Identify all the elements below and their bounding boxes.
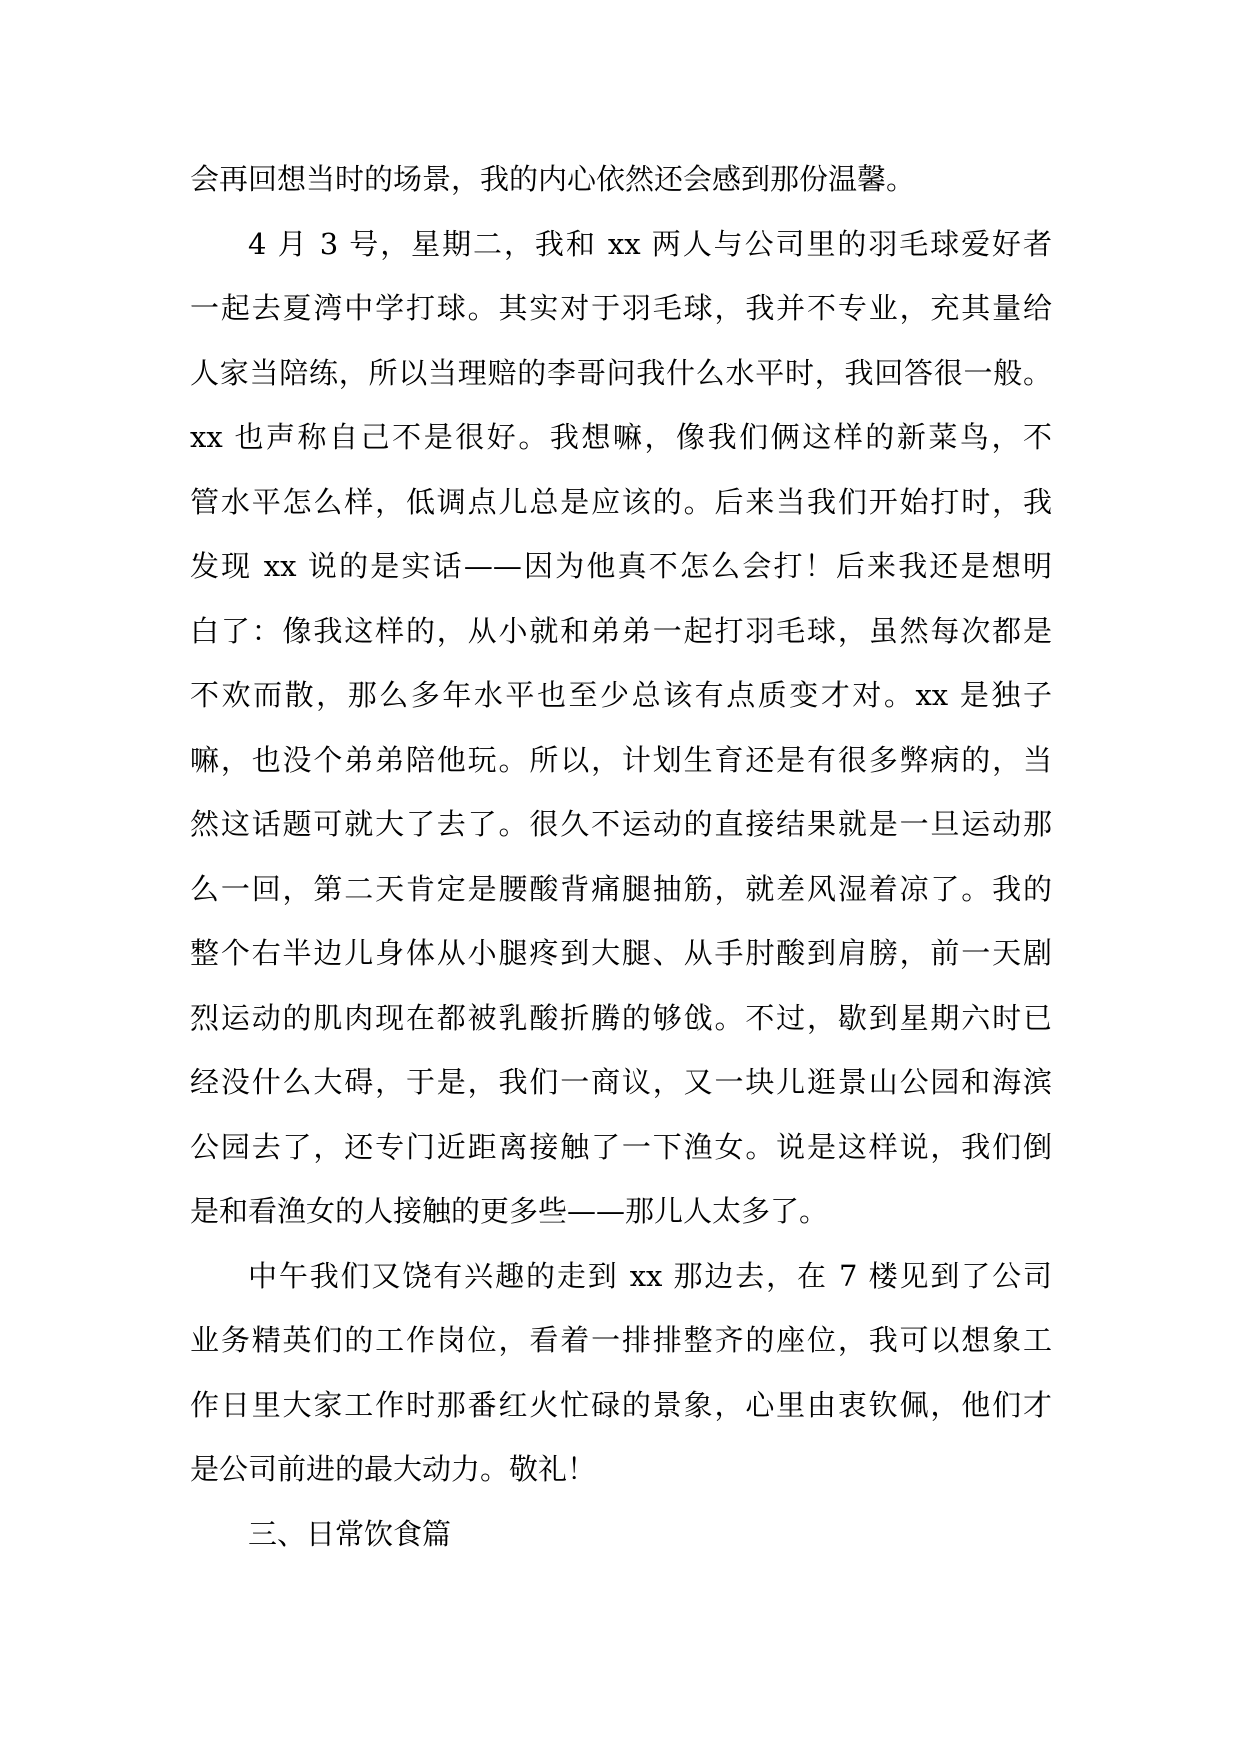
paragraph-line: 不欢而散，那么多年水平也至少总该有点质变才对。xx 是独子	[190, 678, 1052, 712]
paragraph	[190, 147, 1052, 212]
paragraph-line: 是公司前进的最大动力。敬礼！	[190, 1452, 597, 1486]
section-heading: 三、日常饮食篇	[248, 1516, 452, 1551]
paragraph-line: 4 月 3 号，星期二，我和 xx 两人与公司里的羽毛球爱好者	[248, 226, 1052, 261]
paragraph-line: 作日里大家工作时那番红火忙碌的景象，心里由衷钦佩，他们才	[190, 1387, 1052, 1422]
paragraph-line: 业务精英们的工作岗位，看着一排排整齐的座位，我可以想象工	[190, 1323, 1052, 1357]
paragraph-line: 发现 xx 说的是实话——因为他真不怎么会打！后来我还是想明	[190, 549, 1052, 583]
document-page	[190, 147, 1052, 1566]
paragraph-line: 白了：像我这样的，从小就和弟弟一起打羽毛球，虽然每次都是	[190, 613, 1052, 648]
paragraph-line: 人家当陪练，所以当理赔的李哥问我什么水平时，我回答很一般。	[190, 355, 1052, 390]
paragraph-line: 中午我们又饶有兴趣的走到 xx 那边去，在 7 楼见到了公司	[248, 1258, 1052, 1293]
paragraph	[190, 1244, 1052, 1502]
paragraph-line: 然这话题可就大了去了。很久不运动的直接结果就是一旦运动那	[190, 807, 1052, 841]
paragraph-line: 烈运动的肌肉现在都被乳酸折腾的够戗。不过，歇到星期六时已	[190, 1000, 1052, 1035]
paragraph-line: 会再回想当时的场景，我的内心依然还会感到那份温馨。	[190, 162, 916, 196]
paragraph-line: 公园去了，还专门近距离接触了一下渔女。说是这样说，我们倒	[190, 1129, 1052, 1164]
body-text	[190, 147, 1052, 1502]
paragraph-line: 嘛，也没个弟弟陪他玩。所以，计划生育还是有很多弊病的，当	[190, 742, 1052, 777]
paragraph	[190, 212, 1052, 1244]
paragraph-line: 管水平怎么样，低调点儿总是应该的。后来当我们开始打时，我	[190, 484, 1052, 519]
paragraph-line: 么一回，第二天肯定是腰酸背痛腿抽筋，就差风湿着凉了。我的	[190, 871, 1052, 906]
paragraph-line: 整个右半边儿身体从小腿疼到大腿、从手肘酸到肩膀，前一天剧	[190, 936, 1052, 970]
paragraph-line: 是和看渔女的人接触的更多些——那儿人太多了。	[190, 1194, 829, 1228]
paragraph-line: xx 也声称自己不是很好。我想嘛，像我们俩这样的新菜鸟，不	[190, 420, 1052, 454]
paragraph-line: 经没什么大碍，于是，我们一商议，又一块儿逛景山公园和海滨	[190, 1065, 1052, 1099]
paragraph-line: 一起去夏湾中学打球。其实对于羽毛球，我并不专业，充其量给	[190, 291, 1052, 325]
